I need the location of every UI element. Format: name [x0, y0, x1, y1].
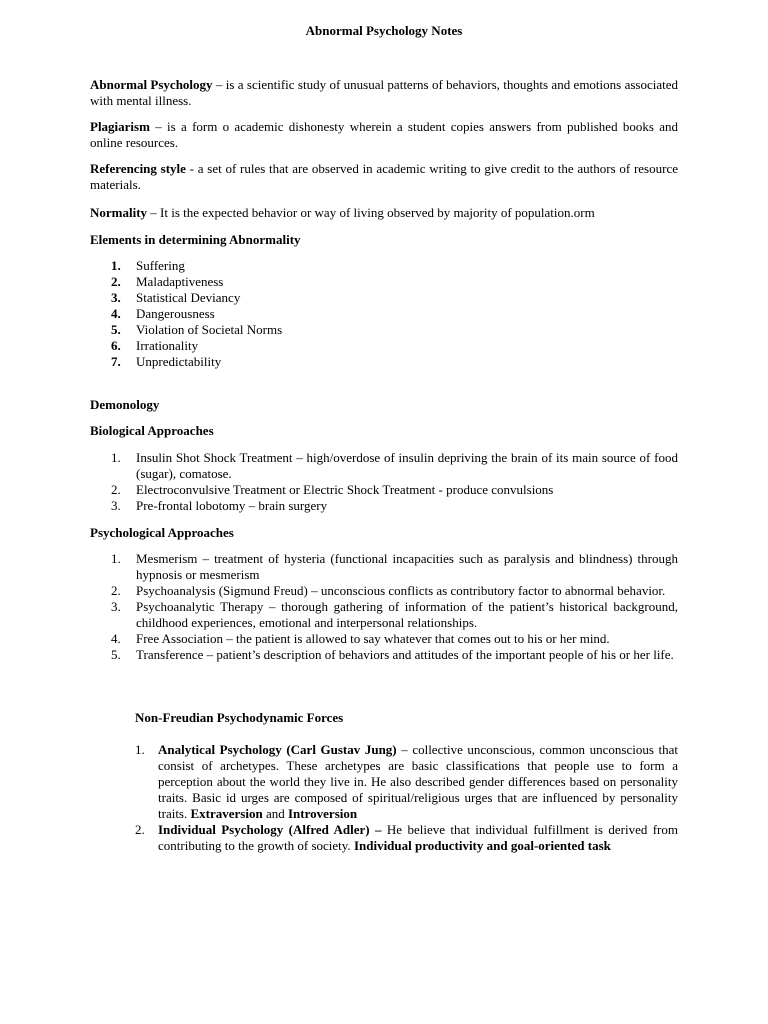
- list-number: 4.: [111, 631, 121, 646]
- list-text: Dangerousness: [136, 306, 215, 321]
- list-text: – collective unconscious, common unconscious that consist of archetypes. These archetypes are basic classifications that people use to form a perception about the world they live in. He also described gender differences based on personality traits. Basic id urges are composed of spiritual/religious urges that are influenced by personality traits.: [158, 742, 678, 821]
- list-item: [90, 583, 678, 599]
- list-number: 1.: [111, 258, 121, 273]
- list-text: Violation of Societal Norms: [136, 322, 283, 337]
- definition-term: Referencing style: [90, 161, 186, 176]
- list-item: [90, 742, 678, 822]
- psychological-heading: Psychological Approaches: [90, 525, 234, 540]
- list-number: 5.: [111, 322, 121, 337]
- list-item: [90, 647, 678, 663]
- list-text: Maladaptiveness: [136, 274, 224, 289]
- list-number: 7.: [111, 354, 121, 369]
- definition-text: a set of rules that are observed in academic writing to give credit to the authors of resource materials.: [90, 161, 678, 192]
- list-item: [90, 551, 678, 583]
- list-text: Transference – patient’s description of behaviors and attitudes of the important people of his or her life.: [136, 647, 674, 662]
- psychological-list: [90, 551, 678, 663]
- list-item: [90, 498, 678, 514]
- list-item: [90, 258, 678, 274]
- list-number: 1.: [135, 742, 145, 757]
- list-text: Insulin Shot Shock Treatment – high/overdose of insulin depriving the brain of its main source of food (sugar), comatose.: [136, 450, 678, 481]
- definition-text: is a scientific study of unusual patterns of behaviors, thoughts and emotions associated with mental illness.: [90, 77, 678, 108]
- list-text: Mesmerism – treatment of hysteria (functional incapacities such as paralysis and blindness) through hypnosis or mesmerism: [136, 551, 678, 582]
- list-number: 6.: [111, 338, 121, 353]
- elements-list: [90, 258, 678, 370]
- biological-list: [90, 450, 678, 514]
- definition-referencing-style: [90, 161, 678, 193]
- list-number: 2.: [111, 482, 121, 497]
- demonology-heading: Demonology: [90, 397, 160, 412]
- list-item: [90, 599, 678, 631]
- list-text: Unpredictability: [136, 354, 222, 369]
- definition-abnormal-psychology: [90, 77, 678, 109]
- list-number: 3.: [111, 290, 121, 305]
- list-number: 2.: [135, 822, 145, 837]
- list-number: 3.: [111, 498, 121, 513]
- definition-separator: –: [212, 77, 226, 92]
- list-text: Psychoanalytic Therapy – thorough gathering of information of the patient’s historical background, childhood experiences, emotional and interpersonal relationships.: [136, 599, 678, 630]
- list-item: [90, 306, 678, 322]
- list-term: Individual Psychology (Alfred Adler) –: [158, 822, 382, 837]
- definition-separator: –: [149, 119, 168, 134]
- list-item: [90, 631, 678, 647]
- list-text: Free Association – the patient is allowed to say whatever that comes out to his or her mind.: [136, 631, 610, 646]
- list-text: Statistical Deviancy: [136, 290, 241, 305]
- list-item: [90, 274, 678, 290]
- list-text: Electroconvulsive Treatment or Electric Shock Treatment - produce convulsions: [136, 482, 554, 497]
- definition-normality: [90, 205, 678, 221]
- list-item: [90, 822, 678, 854]
- page-title: Abnormal Psychology Notes: [305, 23, 463, 38]
- definition-term: Abnormal Psychology: [90, 77, 213, 92]
- definition-separator: –: [147, 205, 161, 220]
- list-text: Irrationality: [136, 338, 199, 353]
- definition-separator: -: [185, 161, 198, 176]
- list-number: 5.: [111, 647, 121, 662]
- list-text: Suffering: [136, 258, 185, 273]
- list-number: 2.: [111, 274, 121, 289]
- list-text: Pre-frontal lobotomy – brain surgery: [136, 498, 328, 513]
- nonfreudian-list: [90, 742, 678, 854]
- list-term: Analytical Psychology (Carl Gustav Jung): [158, 742, 397, 757]
- list-text: He believe that individual fulfillment is derived from contributing to the growth of society.: [158, 822, 678, 853]
- list-number: 1.: [111, 450, 121, 465]
- list-number: 4.: [111, 306, 121, 321]
- definition-plagiarism: [90, 119, 678, 151]
- list-item: [90, 354, 678, 370]
- list-emphasis: Introversion: [288, 806, 358, 821]
- list-item: [90, 290, 678, 306]
- definition-term: Normality: [90, 205, 148, 220]
- list-number: 2.: [111, 583, 121, 598]
- list-connector: and: [262, 806, 288, 821]
- list-text: Psychoanalysis (Sigmund Freud) – unconscious conflicts as contributory factor to abnormal behavior.: [136, 583, 666, 598]
- list-item: [90, 322, 678, 338]
- list-number: 3.: [111, 599, 121, 614]
- nonfreudian-heading: Non-Freudian Psychodynamic Forces: [135, 710, 344, 725]
- list-emphasis: Extraversion: [190, 806, 263, 821]
- biological-heading: Biological Approaches: [90, 423, 214, 438]
- list-item: [90, 482, 678, 498]
- elements-heading: Elements in determining Abnormality: [90, 232, 301, 247]
- definition-text: It is the expected behavior or way of living observed by majority of population.orm: [160, 205, 595, 220]
- list-emphasis: Individual productivity and goal-oriented task: [353, 838, 611, 853]
- definition-term: Plagiarism: [90, 119, 150, 134]
- list-number: 1.: [111, 551, 121, 566]
- list-item: [90, 338, 678, 354]
- definition-text: is a form o academic dishonesty wherein a student copies answers from published books and online resources.: [90, 119, 679, 150]
- list-item: [90, 450, 678, 482]
